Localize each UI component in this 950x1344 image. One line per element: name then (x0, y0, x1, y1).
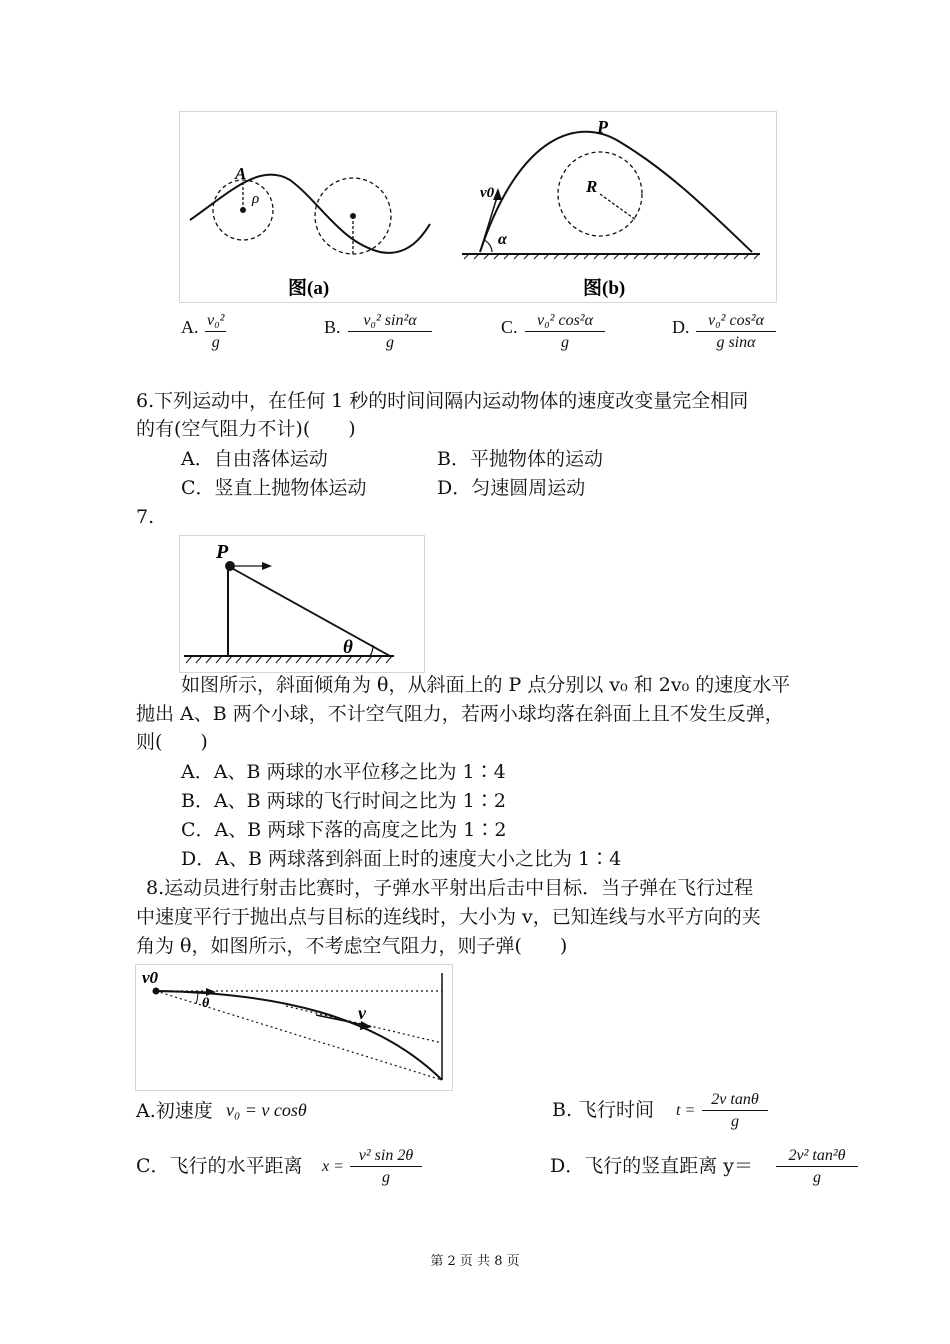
fig-a-wave (190, 175, 430, 253)
fig-b-caption: 图(b) (583, 278, 626, 299)
q7-stem-line2: 抛出 A、B 两个小球，不计空气阻力，若两小球均落在斜面上且不发生反弹， (136, 703, 784, 725)
q8-option-d[interactable] (550, 1148, 870, 1198)
q8-option-c[interactable] (136, 1148, 446, 1198)
fig-a-label-rho: ρ (252, 191, 260, 207)
fig-a-caption: 图(a) (288, 278, 330, 299)
q7-stem-line1: 如图所示，斜面倾角为 θ，从斜面上的 P 点分别以 v₀ 和 2v₀ 的速度水平 (181, 674, 791, 696)
q8-fig-label-v0: v0 (142, 968, 159, 987)
q8-option-a-text: A.初速度 (136, 1100, 213, 1122)
q8-option-b-fraction: $\frac{\text{2v tanθ}}{g}$ (702, 1090, 768, 1133)
q5-figure (179, 111, 777, 303)
q6-stem-line1: 6.下列运动中，在任何 1 秒的时间间隔内运动物体的速度改变量完全相同 (136, 390, 749, 412)
q8-option-a[interactable] (136, 1097, 436, 1137)
q5-option-d-fraction: $\frac{\text{v₀² cos²α}}{\text{g sinα}}$ (696, 311, 776, 354)
q7-option-a[interactable]: A．A、B 两球的水平位移之比为 1∶4 (181, 761, 506, 783)
q7-option-c[interactable]: C．A、B 两球下落的高度之比为 1∶2 (181, 819, 507, 841)
fig-b-label-v0: v0 (480, 185, 495, 201)
q7-figure (179, 535, 425, 673)
q8-option-b[interactable] (552, 1092, 792, 1142)
q7-number: 7. (136, 506, 155, 528)
q7-stem-line3: 则( ) (136, 731, 208, 753)
q7-option-d[interactable]: D．A、B 两球落到斜面上时的速度大小之比为 1∶4 (181, 848, 622, 870)
q8-fig-label-theta: θ (202, 996, 210, 1011)
q8-option-d-text: D．飞行的竖直距离 y＝ (550, 1155, 754, 1177)
q8-stem-line2: 中速度平行于抛出点与目标的连线时，大小为 v，已知连线与水平方向的夹 (136, 906, 761, 928)
page-footer: 第 2 页 共 8 页 (430, 1254, 520, 1269)
q8-figure-svg (136, 965, 452, 1090)
q5-option-c-label: C. (501, 317, 518, 337)
q5-option-c-fraction: $\frac{\text{v₀² cos²α}}{g}$ (525, 311, 605, 354)
q7-figure-svg (180, 536, 424, 672)
q8-fig-label-v: v (358, 1003, 366, 1023)
q6-option-a[interactable]: A．自由落体运动 (181, 448, 328, 470)
q7-fig-label-theta: θ (343, 637, 353, 658)
q6-option-b[interactable]: B．平抛物体的运动 (437, 448, 603, 470)
q5-option-b-label: B. (324, 317, 341, 337)
q5-figure-svg (180, 112, 776, 302)
q7-fig-label-P: P (216, 541, 229, 563)
fig-b-arc (480, 132, 752, 252)
q6-option-c[interactable]: C．竖直上抛物体运动 (181, 477, 367, 499)
q8-figure (135, 964, 453, 1091)
q8-stem-line1: 8.运动员进行射击比赛时，子弹水平射出后击中目标．当子弹在飞行过程 (146, 877, 754, 899)
q7-option-b[interactable]: B．A、B 两球的飞行时间之比为 1∶2 (181, 790, 506, 812)
fig-b-label-alpha: α (498, 231, 507, 248)
q8-option-b-var: t = (676, 1102, 696, 1119)
q8-option-c-text: C．飞行的水平距离 (136, 1155, 303, 1177)
q5-option-b-fraction: $\frac{\text{v₀² sin²α}}{g}$ (348, 311, 432, 354)
q8-option-c-fraction: $\frac{\text{v² sin 2θ}}{g}$ (350, 1146, 422, 1189)
q5-option-a-label: A. (181, 317, 199, 337)
q6-stem-line2: 的有(空气阻力不计)( ) (136, 418, 356, 440)
fig-b-label-R: R (586, 177, 598, 196)
q6-option-d[interactable]: D．匀速圆周运动 (437, 477, 586, 499)
q8-option-d-fraction: $\frac{\text{2v² tan²θ}}{g}$ (776, 1146, 858, 1189)
q8-option-a-formula: v₀ = v cosθ (226, 1100, 307, 1120)
q8-stem-line3: 角为 θ，如图所示，不考虑空气阻力，则子弹( ) (136, 935, 568, 957)
q5-option-a-fraction: $\frac{\text{v₀²}}{g}$ (207, 312, 225, 351)
fig-b-label-P: P (597, 117, 608, 137)
q8-option-b-text: B. 飞行时间 (552, 1099, 655, 1121)
q5-option-d-label: D. (672, 317, 690, 337)
fig-a-label-A: A (235, 164, 247, 183)
q8-option-c-var: x = (322, 1158, 344, 1175)
